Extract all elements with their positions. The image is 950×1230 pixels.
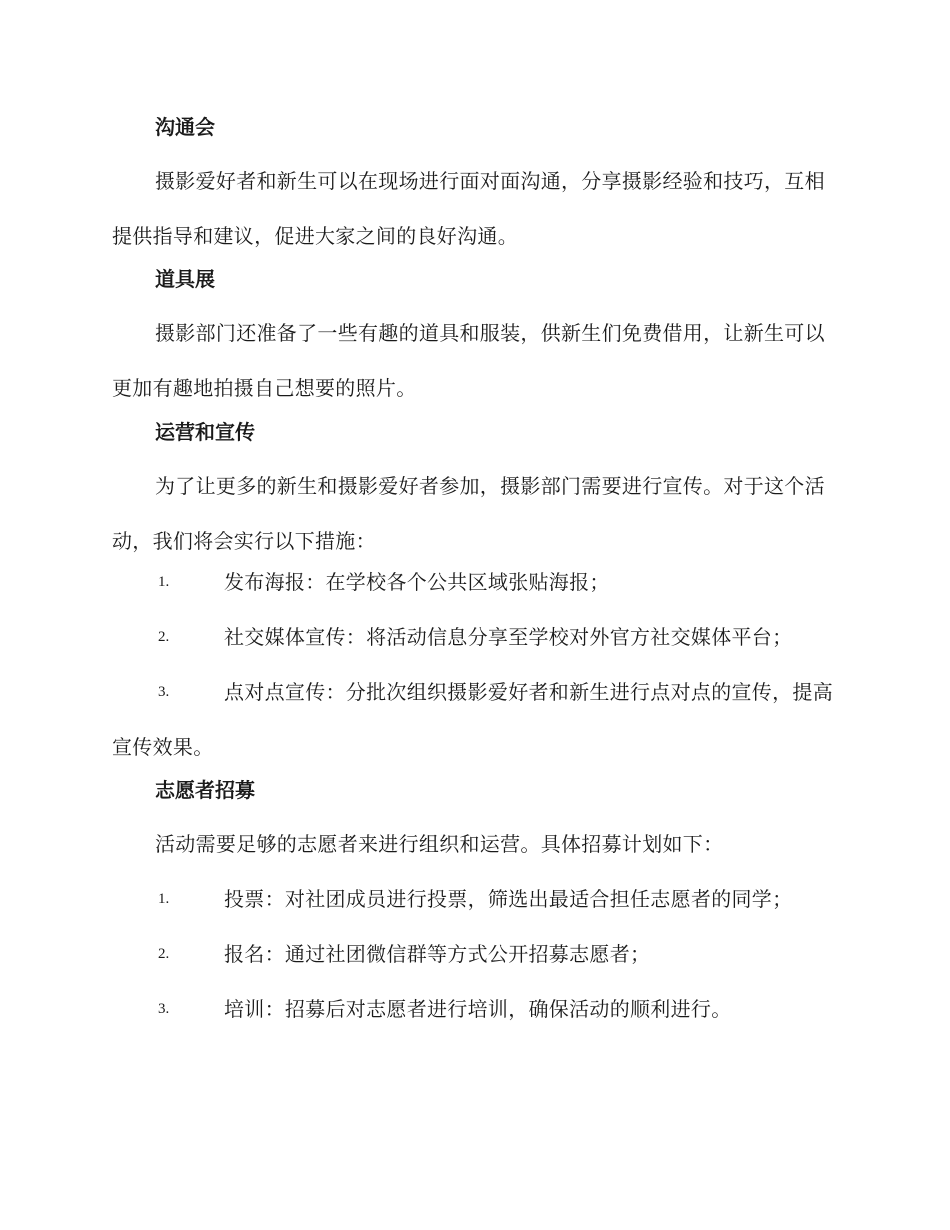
section-paragraph-communication: 摄影爱好者和新生可以在现场进行面对面沟通，分享摄影经验和技巧，互相提供指导和建议，促进大家之间的良好沟通。 bbox=[112, 169, 825, 248]
list-text: 发布海报：在学校各个公共区域张贴海报； bbox=[224, 570, 610, 594]
section-heading-promotion: 运营和宣传 bbox=[155, 420, 255, 444]
list-item bbox=[112, 982, 842, 1037]
list-text: 投票：对社团成员进行投票，筛选出最适合担任志愿者的同学； bbox=[224, 887, 793, 911]
section-paragraph-props: 摄影部门还准备了一些有趣的道具和服装，供新生们免费借用，让新生可以更加有趣地拍摄自己想要的照片。 bbox=[112, 321, 825, 400]
list-item bbox=[112, 872, 842, 927]
section-heading-props: 道具展 bbox=[155, 267, 215, 291]
section-paragraph-volunteers: 活动需要足够的志愿者来进行组织和运营。具体招募计划如下： bbox=[155, 832, 724, 856]
list-text: 点对点宣传：分批次组织摄影爱好者和新生进行点对点的宣传，提高宣传效果。 bbox=[112, 680, 833, 759]
section-heading-volunteers: 志愿者招募 bbox=[155, 778, 255, 802]
list-number: 2. bbox=[158, 629, 170, 645]
section-heading-communication: 沟通会 bbox=[155, 115, 215, 139]
list-number: 2. bbox=[158, 946, 170, 962]
list-text: 社交媒体宣传：将活动信息分享至学校对外官方社交媒体平台； bbox=[224, 625, 793, 649]
list-number: 3. bbox=[158, 684, 170, 700]
list-item bbox=[112, 665, 842, 775]
list-number: 1. bbox=[158, 891, 170, 907]
list-item bbox=[112, 927, 842, 982]
list-text: 报名：通过社团微信群等方式公开招募志愿者； bbox=[224, 942, 651, 966]
list-number: 1. bbox=[158, 574, 170, 590]
list-text: 培训：招募后对志愿者进行培训，确保活动的顺利进行。 bbox=[224, 997, 732, 1021]
list-number: 3. bbox=[158, 1001, 170, 1017]
list-item bbox=[112, 555, 842, 610]
list-item bbox=[112, 610, 842, 665]
section-paragraph-promotion: 为了让更多的新生和摄影爱好者参加，摄影部门需要进行宣传。对于这个活动，我们将会实行以下措施： bbox=[112, 474, 825, 553]
